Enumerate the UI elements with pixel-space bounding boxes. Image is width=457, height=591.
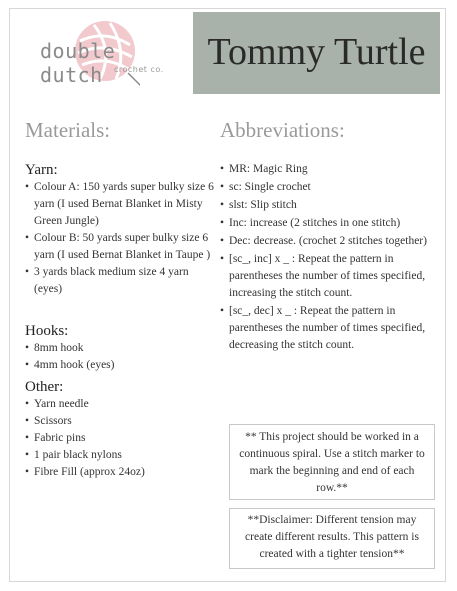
list-item: • Dec: decrease. (crochet 2 stitches together)	[220, 233, 442, 250]
list-item: • Colour A: 150 yards super bulky size 6 yarn (I used Bernat Blanket in Misty Green Jungle)	[25, 179, 215, 230]
list-item: • [sc_, inc] x _ : Repeat the pattern in parentheses the number of times specified, increasing the stitch count.	[220, 251, 442, 302]
other-heading: Other:	[25, 379, 64, 395]
abbreviations-list	[220, 161, 442, 354]
abbreviations-heading: Abbreviations:	[220, 118, 345, 142]
hooks-list	[25, 340, 215, 374]
list-item: • 4mm hook (eyes)	[25, 357, 215, 374]
list-item: • 1 pair black nylons	[25, 447, 215, 464]
list-item: • Scissors	[25, 413, 215, 430]
page-title: Tommy Turtle	[207, 31, 426, 73]
list-item: • 3 yards black medium size 4 yarn (eyes)	[25, 264, 215, 298]
hooks-heading: Hooks:	[25, 323, 69, 339]
disclaimer-note: **Disclaimer: Different tension may create different results. This pattern is created with a tighter tension**	[229, 508, 435, 569]
yarn-heading: Yarn:	[25, 162, 58, 178]
list-item: • Fabric pins	[25, 430, 215, 447]
list-item: • slst: Slip stitch	[220, 197, 442, 214]
spiral-note: ** This project should be worked in a continuous spiral. Use a stitch marker to mark the beginning and end of each row.**	[229, 424, 435, 500]
brand-logo	[32, 15, 182, 95]
list-item: • Fibre Fill (approx 24oz)	[25, 464, 215, 481]
list-item: • sc: Single crochet	[220, 179, 442, 196]
list-item: • [sc_, dec] x _ : Repeat the pattern in parentheses the number of times specified, decreasing the stitch count.	[220, 303, 442, 354]
list-item: • Yarn needle	[25, 396, 215, 413]
pattern-page	[9, 8, 446, 582]
materials-heading: Materials:	[25, 118, 111, 142]
abbreviations-column	[220, 117, 442, 355]
logo-subtitle: crochet co.	[114, 65, 164, 74]
list-item: • 8mm hook	[25, 340, 215, 357]
title-banner	[193, 12, 440, 94]
list-item: • Inc: increase (2 stitches in one stitch)	[220, 215, 442, 232]
yarn-list	[25, 179, 215, 298]
list-item: • MR: Magic Ring	[220, 161, 442, 178]
other-list	[25, 396, 215, 481]
list-item: • Colour B: 50 yards super bulky size 6 yarn (I used Bernat Blanket in Taupe )	[25, 230, 215, 264]
materials-column	[25, 117, 215, 481]
logo-wordmark: double dutch	[40, 39, 116, 87]
